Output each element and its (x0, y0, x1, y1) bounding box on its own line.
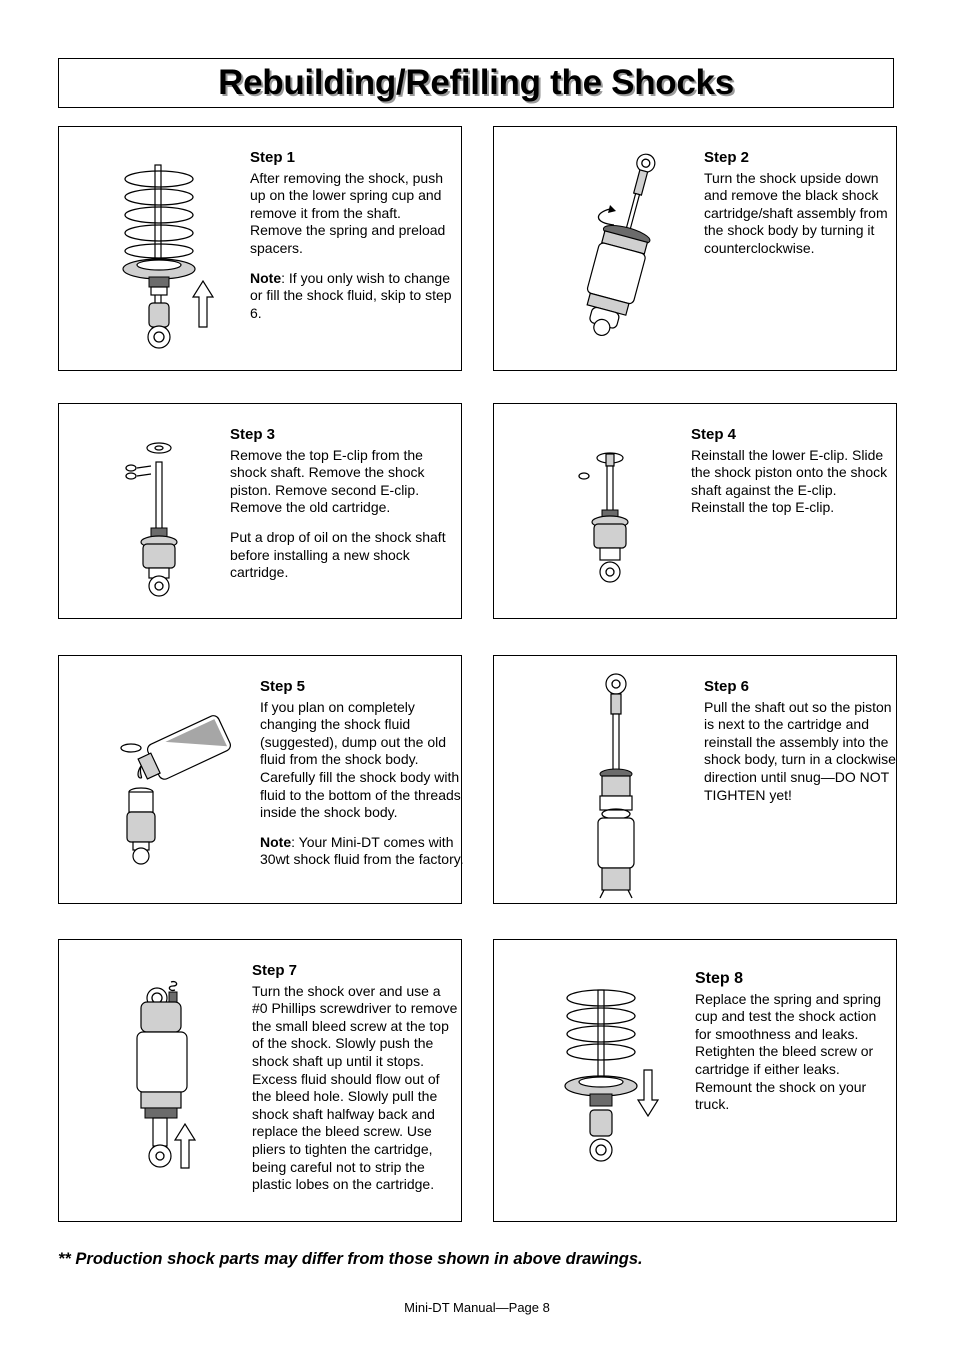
step-4-heading: Step 4 (691, 426, 737, 443)
step-2-text: Turn the shock upside down and remove the black shock cartridge/shaft assembly from the shock body by turning it counterclockwise. (704, 169, 888, 256)
shock-spring-removal-icon (119, 165, 219, 360)
shock-reassembly-icon (594, 670, 654, 898)
step-1-heading: Step 1 (250, 149, 296, 166)
step-2-heading: Step 2 (704, 149, 750, 166)
step-5-note-label: Note (260, 833, 292, 850)
step-7-text: Turn the shock over and use a #0 Phillips screwdriver to remove the small bleed screw at the top of the shock. Slowly push the shock shaft up until it stops. Excess fluid should flow out of the bleed hole. Slowly pull the shock shaft halfway back and replace the bleed screw. Use pliers to tighten the cartridge, being careful not to strip the plastic lobes on the cartridge. (252, 982, 458, 1193)
step-7-box (58, 939, 462, 1222)
piston-install-icon (576, 450, 636, 590)
spring-reinstall-icon (560, 990, 670, 1184)
step-3-box (58, 403, 462, 619)
title-box (58, 58, 894, 108)
step-3-heading: Step 3 (230, 426, 276, 443)
step-2-box (493, 126, 897, 371)
production-parts-note: ** Production shock parts may differ from those shown in above drawings. (58, 1250, 643, 1268)
step-5-box (58, 655, 462, 904)
fluid-bottle-fill-icon (115, 706, 235, 866)
step-6-text: Pull the shaft out so the piston is next to the cartridge and reinstall the assembly into the shock body, turn in a clockwise direction until snug—DO NOT TIGHTEN yet! (704, 698, 896, 803)
step-1-note-label: Note (250, 269, 282, 286)
step-3-text: Remove the top E-clip from the shock shaft. Remove the shock piston. Remove second E-clip. Remove the old cartridge. (230, 446, 425, 516)
step-6-heading: Step 6 (704, 678, 750, 695)
step-4-text: Reinstall the lower E-clip. Slide the shock piston onto the shock shaft against the E-clip. Reinstall the top E-clip. (691, 446, 888, 516)
step-7-heading: Step 7 (252, 962, 298, 979)
step-1-note-text: : If you only wish to change or fill the shock fluid, skip to step 6. (250, 269, 452, 321)
step-5-text: If you plan on completely changing the shock fluid (suggested), dump out the old fluid from the shock body. Carefully fill the shock body with fluid to the bottom of the threads inside the shock body. (260, 698, 461, 821)
step-8-box (493, 939, 897, 1222)
step-8-text: Replace the spring and spring cup and test the shock action for smoothness and leaks. Retighten the bleed screw or cartridge if either leaks. Remount the shock on your truck. (695, 990, 882, 1113)
step-3-text-2: Put a drop of oil on the shock shaft before installing a new shock cartridge. (230, 528, 446, 581)
shock-upside-down-icon (564, 149, 674, 339)
step-5-heading: Step 5 (260, 678, 306, 695)
step-8-heading: Step 8 (695, 970, 744, 987)
step-5-note (260, 834, 465, 869)
shaft-eclip-removal-icon (121, 440, 181, 598)
step-1-box (58, 126, 462, 371)
bleed-screw-icon (131, 978, 231, 1178)
step-5-note-text: : Your Mini-DT comes with 30wt shock fluid from the factory. (260, 833, 464, 868)
page-title: Rebuilding/Refilling the Shocks (218, 63, 734, 102)
page-footer: Mini-DT Manual—Page 8 (404, 1300, 550, 1315)
step-1-note (250, 270, 455, 323)
step-4-box (493, 403, 897, 619)
step-6-box (493, 655, 897, 904)
step-1-text: After removing the shock, push up on the lower spring cup and remove it from the shaft. Remove the spring and preload spacers. (250, 169, 446, 256)
